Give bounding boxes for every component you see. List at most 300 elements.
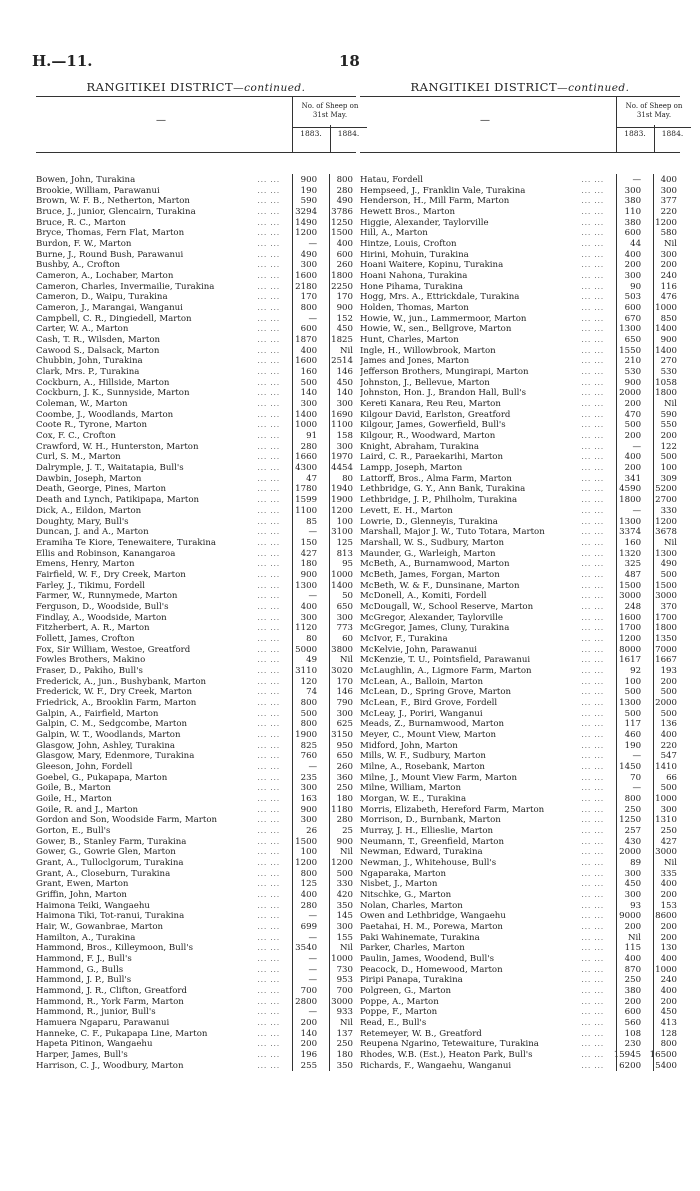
- sheep-1884: 530: [660, 367, 677, 378]
- table-row: [36, 847, 356, 858]
- table-row: [36, 986, 356, 997]
- sheep-1884: 1310: [655, 815, 677, 826]
- owner-name: McLeay, J., Poriri, Wanganui ... ...: [360, 709, 608, 720]
- owner-name: Hammond, J. R., Clifton, Greatford ... ...: [36, 986, 284, 997]
- sheep-1883: 300: [300, 783, 318, 794]
- sheep-1883: 255: [300, 1060, 318, 1071]
- sheep-1884: 1500: [331, 228, 353, 239]
- owner-name: Chubbin, John, Turakina ... ...: [36, 356, 284, 367]
- table-row: [36, 794, 356, 805]
- table-row: [36, 239, 356, 250]
- sheep-1884: 240: [660, 271, 677, 282]
- sheep-1883: 1600: [295, 271, 318, 282]
- sheep-1884: 16500: [649, 1050, 677, 1061]
- sheep-1884: 650: [336, 751, 353, 762]
- sheep-1883: 427: [300, 548, 318, 559]
- sheep-1883: 90: [630, 281, 642, 292]
- owner-name: Higgie, Alexander, Taylorville ... ...: [360, 218, 608, 229]
- table-row: [36, 431, 356, 442]
- sheep-1883: 200: [624, 996, 642, 1007]
- sheep-1884: 490: [660, 559, 677, 570]
- sheep-1883: 870: [624, 964, 642, 975]
- sheep-1883: —: [308, 313, 318, 324]
- owner-name: Findlay, A., Woodside, Marton ... ...: [36, 613, 284, 624]
- sheep-1883: 300: [300, 260, 318, 271]
- owner-name: Poppe, F., Marton ... ...: [360, 1007, 608, 1018]
- table-row: [360, 495, 680, 506]
- table-row: [36, 645, 356, 656]
- sheep-1884: 1250: [331, 217, 353, 228]
- owner-name: Cameron, A., Lochaber, Marton ... ...: [36, 271, 284, 282]
- sheep-1884: 1000: [655, 303, 677, 314]
- table-row: [36, 602, 356, 613]
- sheep-1884: 400: [660, 729, 677, 740]
- owner-name: Morris, Elizabeth, Hereford Farm, Marton ... ...: [360, 805, 608, 816]
- sheep-1883: —: [308, 761, 318, 772]
- owner-name: Howie, W., sen., Bellgrove, Marton ... ...: [360, 324, 608, 335]
- table-row: [360, 271, 680, 282]
- sheep-1884: 1350: [655, 633, 677, 644]
- sheep-1884: 7000: [655, 644, 677, 655]
- sheep-1884: 3000: [331, 996, 353, 1007]
- sheep-1883: Nil: [628, 932, 642, 943]
- owner-name: Goile, H., Marton ... ...: [36, 794, 284, 805]
- owner-name: Death and Lynch, Patikipapa, Marton ... ...: [36, 495, 284, 506]
- sheep-1883: —: [632, 505, 642, 516]
- sheep-1884: 100: [660, 463, 677, 474]
- sheep-1883: 140: [300, 1028, 318, 1039]
- right-title: RANGITIKEI DISTRICT—continued.: [410, 80, 630, 94]
- table-row: [360, 1007, 680, 1018]
- sheep-1883: 1200: [295, 228, 318, 239]
- right-rows: [360, 175, 680, 1071]
- owner-name: Death, George, Pines, Marton ... ...: [36, 484, 284, 495]
- owner-name: Gleeson, John, Fordell ... ...: [36, 762, 284, 773]
- sheep-1884: 130: [660, 943, 677, 954]
- sheep-1884: 400: [660, 954, 677, 965]
- sheep-1883: 900: [624, 377, 642, 388]
- table-row: [360, 933, 680, 944]
- table-row: [360, 965, 680, 976]
- owner-name: Dawbin, Joseph, Marton ... ...: [36, 474, 284, 485]
- sheep-1884: 170: [336, 292, 353, 303]
- owner-name: Griffin, John, Marton ... ...: [36, 890, 284, 901]
- owner-name: Richards, F., Wangaehu, Wanganui ... ...: [360, 1061, 608, 1072]
- sheep-1884: 500: [660, 708, 677, 719]
- table-row: [360, 292, 680, 303]
- owner-name: McBeth, James, Forgan, Marton ... ...: [360, 570, 608, 581]
- sheep-1883: 1490: [295, 217, 318, 228]
- owner-name: Haimona Tiki, Tot-ranui, Turakina ... ...: [36, 911, 284, 922]
- owner-name: Hanneke, C. F., Pukapapa Line, Marton ... ...: [36, 1029, 284, 1040]
- owner-name: Newman, J., Whitehouse, Bull's ... ...: [360, 858, 608, 869]
- sheep-1884: 650: [336, 601, 353, 612]
- table-row: [360, 591, 680, 602]
- sheep-1883: 300: [300, 399, 318, 410]
- table-row: [36, 410, 356, 421]
- owner-name: Hunt, Charles, Marton ... ...: [360, 335, 608, 346]
- table-row: [36, 527, 356, 538]
- owner-name: Grant, Ewen, Marton ... ...: [36, 879, 284, 890]
- table-row: [36, 943, 356, 954]
- owner-name: Cameron, J., Marangai, Wanganui ... ...: [36, 303, 284, 314]
- sheep-1884: 200: [660, 996, 677, 1007]
- table-row: [360, 773, 680, 784]
- sheep-1884: 500: [660, 783, 677, 794]
- table-row: [36, 709, 356, 720]
- sheep-1883: 1870: [295, 335, 318, 346]
- owner-name: Nisbet, J., Marton ... ...: [360, 879, 608, 890]
- sheep-1883: 160: [300, 367, 318, 378]
- table-row: [36, 346, 356, 357]
- sheep-1884: 270: [660, 356, 677, 367]
- sheep-1883: 3374: [619, 527, 642, 538]
- table-row: [360, 324, 680, 335]
- sheep-1883: 89: [630, 858, 642, 868]
- owner-name: Hempseed, J., Franklin Vale, Turakina ... ...: [360, 186, 608, 197]
- owner-name: Hammond, R., junior, Bull's ... ...: [36, 1007, 284, 1018]
- table-row: [360, 847, 680, 858]
- table-row: [360, 730, 680, 741]
- owner-name: Poppe, A., Marton ... ...: [360, 997, 608, 1008]
- sheep-1883: 3000: [619, 591, 642, 602]
- table-row: [36, 463, 356, 474]
- owner-name: Hammond, F. J., Bull's ... ...: [36, 954, 284, 965]
- table-row: [360, 698, 680, 709]
- owner-name: Bryce, Thomas, Fern Flat, Marton ... ...: [36, 228, 284, 239]
- sheep-1883: 80: [306, 633, 318, 644]
- owner-name: McLaughlin, A., Ligmore Farm, Marton ... ...: [360, 666, 608, 677]
- owner-name: Doughty, Mary, Bull's ... ...: [36, 517, 284, 528]
- table-row: [36, 751, 356, 762]
- sheep-1884: 800: [660, 1039, 677, 1050]
- owner-name: Meyer, C., Mount View, Marton ... ...: [360, 730, 608, 741]
- sheep-1884: 3150: [331, 729, 353, 740]
- sheep-1883: 92: [630, 665, 642, 676]
- sheep-1884: 300: [660, 185, 677, 196]
- sheep-1883: 1300: [619, 697, 642, 708]
- sheep-1883: 3110: [295, 665, 318, 676]
- owner-name: Bruce, R. C., Marton ... ...: [36, 218, 284, 229]
- sheep-1884: 2250: [331, 281, 353, 292]
- owner-name: Coleman, W., Marton ... ...: [36, 399, 284, 410]
- table-row: [360, 869, 680, 880]
- owner-name: Goile, B., Marton ... ...: [36, 783, 284, 794]
- table-row: [36, 933, 356, 944]
- sheep-1884: 400: [660, 879, 677, 890]
- table-row: [360, 602, 680, 613]
- table-row: [36, 901, 356, 912]
- sheep-1883: 1000: [295, 420, 318, 431]
- sheep-1884: 80: [342, 473, 353, 484]
- sheep-1884: 280: [336, 815, 353, 826]
- sheep-1883: 1800: [619, 495, 642, 506]
- sheep-1883: 163: [300, 793, 318, 804]
- table-row: [360, 346, 680, 357]
- table-row: [360, 986, 680, 997]
- sheep-1884: 155: [336, 932, 353, 943]
- sheep-1884: 180: [336, 1050, 353, 1061]
- table-row: [36, 207, 356, 218]
- owner-name: McLean, D., Spring Grove, Marton ... ...: [360, 687, 608, 698]
- sheep-1884: 1800: [331, 271, 353, 282]
- sheep-1884: 2000: [655, 697, 677, 708]
- sheep-1884: 773: [336, 623, 353, 634]
- table-row: [360, 1050, 680, 1061]
- table-row: [360, 517, 680, 528]
- sheep-1884: 200: [660, 260, 677, 271]
- owner-name: Hammond, R., York Farm, Marton ... ...: [36, 997, 284, 1008]
- sheep-1884: 1000: [655, 793, 677, 804]
- table-row: [36, 719, 356, 730]
- sheep-1883: 560: [624, 1018, 642, 1029]
- sheep-1884: 250: [336, 783, 353, 794]
- table-row: [360, 218, 680, 229]
- sheep-1883: 500: [300, 377, 318, 388]
- sheep-1884: 170: [336, 676, 353, 687]
- owner-name: Cockburn, A., Hillside, Marton ... ...: [36, 378, 284, 389]
- owner-name: Galpin, A., Fairfield, Marton ... ...: [36, 709, 284, 720]
- left-column: [36, 80, 360, 1071]
- owner-name: Coote R., Tyrone, Marton ... ...: [36, 420, 284, 431]
- sheep-1883: 1300: [619, 324, 642, 335]
- sheep-1884: 1410: [655, 761, 677, 772]
- owner-name: Goebel, G., Pukapapa, Marton ... ...: [36, 773, 284, 784]
- sheep-1884: 1940: [331, 484, 353, 495]
- owner-name: James and Jones, Marton ... ...: [360, 356, 608, 367]
- sheep-1883: 5000: [295, 644, 318, 655]
- sheep-1884: 350: [336, 1060, 353, 1071]
- sheep-1884: 700: [336, 986, 353, 997]
- table-row: [36, 228, 356, 239]
- owner-name: Meads, Z., Burnamwood, Marton ... ...: [360, 719, 608, 730]
- owner-name: Parker, Charles, Marton ... ...: [360, 943, 608, 954]
- sheep-1883: 590: [300, 196, 318, 207]
- owner-name: Bruce, J., junior, Glencairn, Turakina ... ...: [36, 207, 284, 218]
- sheep-1883: —: [632, 783, 642, 794]
- sheep-1883: 699: [300, 922, 318, 933]
- sheep-1883: 460: [624, 729, 642, 740]
- sheep-1884: 1690: [331, 409, 353, 420]
- owner-name: Hamilton, A., Turakina ... ...: [36, 933, 284, 944]
- table-row: [36, 186, 356, 197]
- sheep-1884: 360: [336, 772, 353, 783]
- sheep-1884: 200: [660, 890, 677, 901]
- sheep-1884: 145: [336, 911, 353, 922]
- sheep-1883: 120: [300, 676, 318, 687]
- owner-name: Follett, James, Crofton ... ...: [36, 634, 284, 645]
- sheep-1884: 900: [336, 303, 353, 314]
- sheep-1884: 3100: [331, 527, 353, 538]
- sheep-1883: 400: [300, 345, 318, 356]
- owner-name: Farley, J., Tikimu, Fordell ... ...: [36, 581, 284, 592]
- sheep-1883: 280: [300, 900, 318, 911]
- table-row: [360, 538, 680, 549]
- table-row: [36, 1029, 356, 1040]
- table-row: [36, 506, 356, 517]
- sheep-1884: 370: [660, 601, 677, 612]
- sheep-1884: 2514: [331, 356, 353, 367]
- sheep-1883: 400: [624, 954, 642, 965]
- owner-name: Kilgour, James, Gowerfield, Bull's ... ...: [360, 420, 608, 431]
- owner-name: Emens, Henry, Marton ... ...: [36, 559, 284, 570]
- sheep-1883: 800: [300, 303, 318, 314]
- sheep-1883: 1500: [295, 836, 318, 847]
- table-row: [360, 805, 680, 816]
- owner-name: Hapeta Pitinon, Wangaehu ... ...: [36, 1039, 284, 1050]
- table-row: [360, 452, 680, 463]
- sheep-1884: 335: [660, 868, 677, 879]
- owner-name: Marshall, Major J. W., Tuto Totara, Marton ... ...: [360, 527, 608, 538]
- table-row: [360, 922, 680, 933]
- table-row: [360, 484, 680, 495]
- owner-name: Brookie, William, Parawanui ... ...: [36, 186, 284, 197]
- sheep-1883: —: [632, 441, 642, 452]
- sheep-1883: —: [308, 591, 318, 602]
- sheep-1883: 44: [630, 239, 642, 250]
- sheep-1884: 300: [336, 708, 353, 719]
- table-row: [360, 826, 680, 837]
- owner-name: Ngaparaka, Marton ... ...: [360, 869, 608, 880]
- sheep-1883: 280: [300, 441, 318, 452]
- sheep-1884: 813: [336, 548, 353, 559]
- sheep-1884: 800: [336, 175, 353, 185]
- table-row: [360, 260, 680, 271]
- sheep-1883: 6200: [619, 1060, 642, 1071]
- table-row: [36, 975, 356, 986]
- sheep-1884: 1667: [655, 655, 677, 666]
- owner-name: Neumann, T., Greenfield, Marton ... ...: [360, 837, 608, 848]
- table-row: [360, 388, 680, 399]
- table-row: [360, 207, 680, 218]
- table-row: [360, 175, 680, 186]
- sheep-1883: 400: [624, 452, 642, 463]
- sheep-1883: 380: [624, 196, 642, 207]
- sheep-1883: 74: [306, 687, 318, 698]
- sheep-1884: 1200: [655, 217, 677, 228]
- owner-name: Hamuera Ngaparu, Parawanui ... ...: [36, 1018, 284, 1029]
- sheep-1883: 1600: [295, 356, 318, 367]
- sheep-1883: 487: [624, 569, 642, 580]
- table-row: [360, 1039, 680, 1050]
- table-row: [360, 677, 680, 688]
- owner-name: Hintze, Louis, Crofton ... ...: [360, 239, 608, 250]
- owner-name: Ingle, H., Willowbrook, Marton ... ...: [360, 346, 608, 357]
- table-row: [36, 399, 356, 410]
- sheep-1883: 800: [624, 793, 642, 804]
- sheep-1884: 300: [336, 922, 353, 933]
- table-row: [360, 410, 680, 421]
- sheep-1884: 1200: [331, 858, 353, 868]
- sheep-1884: 1180: [331, 804, 353, 815]
- table-row: [36, 677, 356, 688]
- owner-name: Paetahai, H. M., Porewa, Marton ... ...: [360, 922, 608, 933]
- owner-name: Murray, J. H., Ellieslie, Marton ... ...: [360, 826, 608, 837]
- left-rows: [36, 175, 356, 1071]
- owner-name: Galpin, W. T., Woodlands, Marton ... ...: [36, 730, 284, 741]
- table-row: [360, 570, 680, 581]
- sheep-1884: 950: [336, 740, 353, 751]
- sheep-1883: 200: [624, 399, 642, 410]
- sheep-1883: 500: [300, 708, 318, 719]
- table-row: [360, 581, 680, 592]
- owner-name: Laird, C. R., Paraekarihi, Marton ... ...: [360, 452, 608, 463]
- table-row: [36, 570, 356, 581]
- sheep-1884: 5200: [655, 484, 677, 495]
- table-row: [36, 420, 356, 431]
- table-row: [36, 805, 356, 816]
- owner-name: McDonell, A., Komiti, Fordell ... ...: [360, 591, 608, 602]
- table-row: [36, 879, 356, 890]
- sheep-1884: 1000: [331, 569, 353, 580]
- table-row: [360, 741, 680, 752]
- sheep-1883: —: [308, 1007, 318, 1018]
- table-row: [36, 890, 356, 901]
- sheep-1883: 85: [306, 516, 318, 527]
- page-header: [0, 52, 700, 74]
- owner-name: Lampp, Joseph, Marton ... ...: [360, 463, 608, 474]
- sheep-1883: 2000: [619, 847, 642, 858]
- owner-name: Hoani Nahona, Turakina ... ...: [360, 271, 608, 282]
- sheep-1884: 220: [660, 207, 677, 218]
- sheep-1884: 490: [336, 196, 353, 207]
- owner-name: McKenzie, T. U., Pointsfield, Parawanui ... ...: [360, 655, 608, 666]
- sheep-1883: 200: [624, 431, 642, 442]
- owner-name: Dick, A., Eildon, Marton ... ...: [36, 506, 284, 517]
- sheep-1884: 137: [336, 1028, 353, 1039]
- table-row: [36, 474, 356, 485]
- sheep-1884: 125: [336, 537, 353, 548]
- sheep-1883: —: [308, 239, 318, 250]
- owner-name: Harrison, C. J., Woodbury, Marton ... ...: [36, 1061, 284, 1072]
- owner-name: Curl, S. M., Marton ... ...: [36, 452, 284, 463]
- owner-name: Owen and Lethbridge, Wangaehu ... ...: [360, 911, 608, 922]
- table-row: [360, 645, 680, 656]
- sheep-1883: 1300: [619, 516, 642, 527]
- sheep-1883: —: [308, 975, 318, 986]
- owner-name: McLean, A., Balloin, Marton ... ...: [360, 677, 608, 688]
- owner-name: Howie, W., jun., Lammermoor, Marton ... ...: [360, 314, 608, 325]
- table-row: [360, 719, 680, 730]
- table-row: [36, 837, 356, 848]
- sheep-1883: 1250: [619, 815, 642, 826]
- sheep-1884: 1000: [331, 954, 353, 965]
- table-row: [36, 698, 356, 709]
- table-row: [36, 666, 356, 677]
- owner-name: Milne, J., Mount View Farm, Marton ... ...: [360, 773, 608, 784]
- sheep-1884: 450: [660, 1007, 677, 1018]
- table-row: [360, 997, 680, 1008]
- sheep-1884: 250: [660, 825, 677, 836]
- sheep-1884: 790: [336, 697, 353, 708]
- sheep-1883: 200: [300, 1018, 318, 1029]
- sheep-1884: 730: [336, 964, 353, 975]
- table-row: [36, 314, 356, 325]
- sheep-1884: 413: [660, 1018, 677, 1029]
- table-row: [36, 730, 356, 741]
- table-row: [360, 1018, 680, 1029]
- sheep-1883: 800: [300, 719, 318, 730]
- sheep-1884: Nil: [339, 1018, 353, 1029]
- sheep-1883: 47: [306, 473, 318, 484]
- sheep-1884: 1700: [655, 612, 677, 623]
- sheep-1884: 3020: [331, 665, 353, 676]
- table-row: [360, 815, 680, 826]
- sheep-1884: 3000: [655, 591, 677, 602]
- sheep-1883: 800: [300, 868, 318, 879]
- owner-name: Fairfield, W. F., Dry Creek, Marton ... ...: [36, 570, 284, 581]
- table-row: [360, 837, 680, 848]
